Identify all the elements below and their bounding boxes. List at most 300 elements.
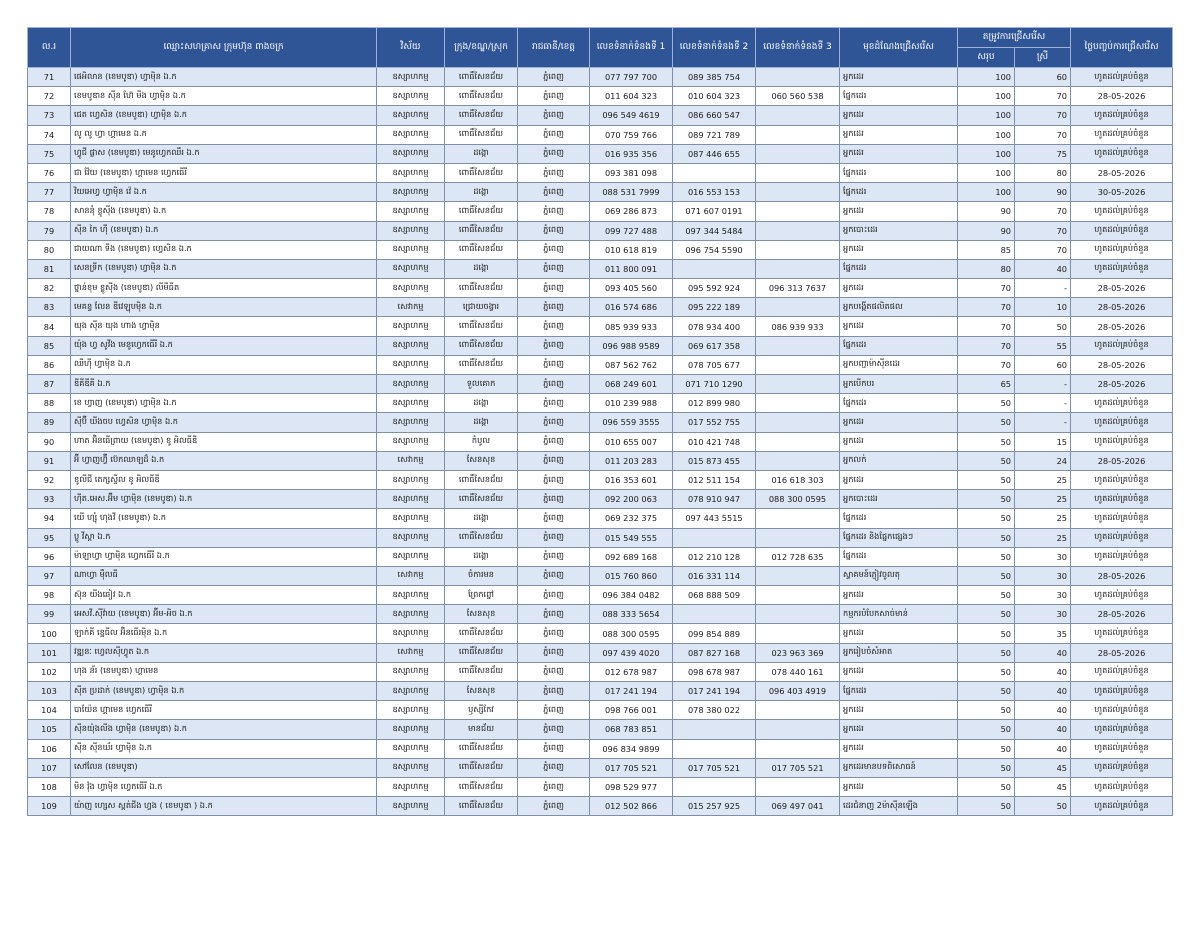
table-row <box>28 259 1173 278</box>
cell-phone-1: 096 384 0482 <box>590 586 673 605</box>
header-female: ស្រី <box>1015 48 1071 68</box>
cell-company: យ៉ាញ ហ្សេស ស្ពត់ជីង ហ្វង ( ខេមបូឌា ) ឯ.ក <box>71 797 377 816</box>
cell-province: ភ្នំពេញ <box>518 355 590 374</box>
cell-total: 100 <box>958 163 1015 182</box>
cell-sector: ឧស្សាហកម្ម <box>377 490 445 509</box>
cell-total: 100 <box>958 125 1015 144</box>
cell-no: 107 <box>28 758 71 777</box>
cell-phone-2: 012 899 980 <box>673 394 756 413</box>
cell-female: 45 <box>1015 777 1071 796</box>
cell-phone-1: 096 549 4619 <box>590 106 673 125</box>
cell-province: ភ្នំពេញ <box>518 125 590 144</box>
cell-deadline: ហូតដល់គ្រប់ចំនួន <box>1071 720 1173 739</box>
table-row <box>28 221 1173 240</box>
cell-female: 50 <box>1015 317 1071 336</box>
cell-female: 40 <box>1015 662 1071 681</box>
cell-phone-2: 017 552 755 <box>673 413 756 432</box>
cell-phone-2: 068 888 509 <box>673 586 756 605</box>
cell-phone-3 <box>756 183 840 202</box>
cell-deadline: 28-05-2026 <box>1071 566 1173 585</box>
cell-phone-3 <box>756 240 840 259</box>
cell-female: 40 <box>1015 739 1071 758</box>
cell-deadline: ហូតដល់គ្រប់ចំនួន <box>1071 144 1173 163</box>
cell-phone-3: 023 963 369 <box>756 643 840 662</box>
cell-no: 87 <box>28 375 71 394</box>
cell-sector: ឧស្សាហកម្ម <box>377 528 445 547</box>
cell-province: ភ្នំពេញ <box>518 317 590 336</box>
cell-female: 15 <box>1015 432 1071 451</box>
cell-no: 78 <box>28 202 71 221</box>
cell-phone-3 <box>756 566 840 585</box>
header-phone-3: លេខទំនាក់ទំនងទី 3 <box>756 28 840 68</box>
cell-phone-2 <box>673 259 756 278</box>
cell-female: 30 <box>1015 566 1071 585</box>
cell-position: អ្នកដេរ <box>840 662 958 681</box>
cell-province: ភ្នំពេញ <box>518 394 590 413</box>
cell-district: សែនសុខ <box>445 451 518 470</box>
cell-deadline: ហូតដល់គ្រប់ចំនួន <box>1071 682 1173 701</box>
cell-company: ស៊ីនយ៉ុងលីង ហ្វាម៉ិន (ខេមបូឌា) ឯ.ក <box>71 720 377 739</box>
cell-phone-1: 016 353 601 <box>590 470 673 489</box>
cell-female: 90 <box>1015 183 1071 202</box>
table-row <box>28 739 1173 758</box>
cell-deadline: 28-05-2026 <box>1071 279 1173 298</box>
cell-sector: ឧស្សាហកម្ម <box>377 394 445 413</box>
cell-company: សេនទ្រីក (ខេមបូឌា) ហ្វាម៉ិន ឯ.ក <box>71 259 377 278</box>
cell-province: ភ្នំពេញ <box>518 720 590 739</box>
header-company: ឈ្មោះសហគ្រាស ក្រុមហ៊ុន ពាងចក្រ <box>71 28 377 68</box>
cell-sector: ឧស្សាហកម្ម <box>377 336 445 355</box>
cell-phone-1: 092 689 168 <box>590 547 673 566</box>
cell-female: 40 <box>1015 720 1071 739</box>
cell-phone-1: 017 705 521 <box>590 758 673 777</box>
cell-phone-1: 093 405 560 <box>590 279 673 298</box>
table-row <box>28 509 1173 528</box>
cell-total: 50 <box>958 566 1015 585</box>
cell-company: វិយអេហ្វ ហ្វាម៉ិន វ៉េ ឯ.ក <box>71 183 377 202</box>
cell-sector: ឧស្សាហកម្ម <box>377 183 445 202</box>
cell-phone-3 <box>756 336 840 355</box>
cell-company: មិន វ៉ុង ហ្វាម៉ិន ហ្វេកធើរី ឯ.ក <box>71 777 377 796</box>
cell-total: 70 <box>958 279 1015 298</box>
cell-phone-2: 017 705 521 <box>673 758 756 777</box>
cell-sector: សេវាកម្ម <box>377 643 445 662</box>
cell-sector: ឧស្សាហកម្ម <box>377 202 445 221</box>
cell-deadline: 28-05-2026 <box>1071 375 1173 394</box>
cell-deadline: 28-05-2026 <box>1071 643 1173 662</box>
cell-total: 50 <box>958 470 1015 489</box>
cell-female: 10 <box>1015 298 1071 317</box>
cell-province: ភ្នំពេញ <box>518 566 590 585</box>
table-row <box>28 777 1173 796</box>
table-row <box>28 202 1173 221</box>
cell-total: 50 <box>958 662 1015 681</box>
cell-phone-3 <box>756 720 840 739</box>
cell-sector: ឧស្សាហកម្ម <box>377 317 445 336</box>
cell-female: 25 <box>1015 490 1071 509</box>
cell-sector: ឧស្សាហកម្ម <box>377 509 445 528</box>
cell-deadline: 28-05-2026 <box>1071 163 1173 182</box>
cell-phone-3 <box>756 509 840 528</box>
cell-position: ផ្នែកដេរ <box>840 336 958 355</box>
cell-phone-1: 077 797 700 <box>590 68 673 87</box>
table-row <box>28 797 1173 816</box>
cell-district: ពោធិ៍សែនជ័យ <box>445 758 518 777</box>
cell-phone-3: 016 618 303 <box>756 470 840 489</box>
cell-no: 97 <box>28 566 71 585</box>
cell-phone-2: 095 222 189 <box>673 298 756 317</box>
cell-deadline: ហូតដល់គ្រប់ចំនួន <box>1071 777 1173 796</box>
cell-phone-2: 086 660 547 <box>673 106 756 125</box>
cell-district: ដង្កោ <box>445 183 518 202</box>
cell-district: ពោធិ៍សែនជ័យ <box>445 87 518 106</box>
header-phone-1: លេខទំនាក់ទំនងទី 1 <box>590 28 673 68</box>
cell-phone-2: 078 910 947 <box>673 490 756 509</box>
cell-sector: ឧស្សាហកម្ម <box>377 739 445 758</box>
cell-total: 100 <box>958 87 1015 106</box>
cell-phone-1: 068 783 851 <box>590 720 673 739</box>
cell-sector: ឧស្សាហកម្ម <box>377 720 445 739</box>
cell-total: 50 <box>958 528 1015 547</box>
cell-province: ភ្នំពេញ <box>518 106 590 125</box>
cell-position: អ្នកដេរ <box>840 432 958 451</box>
cell-female: 25 <box>1015 528 1071 547</box>
cell-total: 50 <box>958 720 1015 739</box>
table-row <box>28 144 1173 163</box>
cell-phone-3 <box>756 586 840 605</box>
cell-deadline: ហូតដល់គ្រប់ចំនួន <box>1071 509 1173 528</box>
cell-district: ពោធិ៍សែនជ័យ <box>445 240 518 259</box>
cell-phone-2: 087 827 168 <box>673 643 756 662</box>
cell-phone-2: 098 678 987 <box>673 662 756 681</box>
cell-phone-3 <box>756 777 840 796</box>
cell-female: 50 <box>1015 797 1071 816</box>
cell-position: អ្នកដេរ <box>840 125 958 144</box>
cell-no: 75 <box>28 144 71 163</box>
cell-female: 55 <box>1015 336 1071 355</box>
cell-deadline: ហូតដល់គ្រប់ចំនួន <box>1071 547 1173 566</box>
cell-phone-1: 088 531 7999 <box>590 183 673 202</box>
cell-company: ហុង ន័រ (ខេមបូឌា) ហ្គាមេន <box>71 662 377 681</box>
cell-deadline: ហូតដល់គ្រប់ចំនួន <box>1071 758 1173 777</box>
cell-province: ភ្នំពេញ <box>518 701 590 720</box>
cell-phone-1: 099 727 488 <box>590 221 673 240</box>
cell-province: ភ្នំពេញ <box>518 68 590 87</box>
cell-sector: ឧស្សាហកម្ម <box>377 259 445 278</box>
cell-company: ឌីគីឌីគី ឯ.ក <box>71 375 377 394</box>
job-vacancy-table <box>27 27 1173 816</box>
cell-position: ផ្នែកដេរ <box>840 259 958 278</box>
cell-sector: ឧស្សាហកម្ម <box>377 701 445 720</box>
table-row <box>28 490 1173 509</box>
cell-phone-1: 016 935 356 <box>590 144 673 163</box>
cell-phone-3 <box>756 202 840 221</box>
table-row <box>28 163 1173 182</box>
cell-district: ពោធិ៍សែនជ័យ <box>445 528 518 547</box>
cell-company: ថ្នាន់ខុម ខ្លូស៊ីង (ខេមបូឌា) លីមីធីត <box>71 279 377 298</box>
table-row <box>28 624 1173 643</box>
cell-province: ភ្នំពេញ <box>518 605 590 624</box>
cell-deadline: ហូតដល់គ្រប់ចំនួន <box>1071 624 1173 643</box>
cell-no: 76 <box>28 163 71 182</box>
cell-district: ចំការមន <box>445 566 518 585</box>
cell-total: 70 <box>958 298 1015 317</box>
cell-sector: ឧស្សាហកម្ម <box>377 605 445 624</box>
cell-phone-1: 012 678 987 <box>590 662 673 681</box>
cell-province: ភ្នំពេញ <box>518 240 590 259</box>
cell-district: ពោធិ៍សែនជ័យ <box>445 317 518 336</box>
cell-phone-3 <box>756 451 840 470</box>
cell-district: ពោធិ៍សែនជ័យ <box>445 777 518 796</box>
cell-position: ផ្នែកដេរ <box>840 183 958 202</box>
cell-sector: ឧស្សាហកម្ម <box>377 221 445 240</box>
cell-district: ពោធិ៍សែនជ័យ <box>445 355 518 374</box>
cell-district: ពោធិ៍សែនជ័យ <box>445 202 518 221</box>
cell-no: 83 <box>28 298 71 317</box>
cell-company: ប្លូ វីស្តា ឯ.ក <box>71 528 377 547</box>
cell-company: ហ្វូជី ផ្លាស (ខេមបូឌា) មេនូហ្វេកឈឺរ ឯ.ក <box>71 144 377 163</box>
cell-female: 25 <box>1015 509 1071 528</box>
table-row <box>28 375 1173 394</box>
table-row <box>28 87 1173 106</box>
cell-total: 90 <box>958 202 1015 221</box>
cell-phone-3 <box>756 259 840 278</box>
cell-company: ម៉ាឡាហ្វា ហ្វាម៉ិន ហ្វេកធើរី ឯ.ក <box>71 547 377 566</box>
cell-phone-3 <box>756 739 840 758</box>
cell-company: ជាយណា ទីង (ខេមបូឌា) ហ្វេសិន ឯ.ក <box>71 240 377 259</box>
cell-province: ភ្នំពេញ <box>518 413 590 432</box>
cell-position: អ្នកដេរ <box>840 317 958 336</box>
table-row <box>28 451 1173 470</box>
cell-district: ពោធិ៍សែនជ័យ <box>445 336 518 355</box>
cell-phone-2: 096 754 5590 <box>673 240 756 259</box>
cell-position: ផ្នែកដេរ <box>840 87 958 106</box>
cell-phone-2: 078 380 022 <box>673 701 756 720</box>
table-row <box>28 586 1173 605</box>
cell-position: អ្នកដេរ <box>840 202 958 221</box>
cell-phone-2: 010 604 323 <box>673 87 756 106</box>
cell-female: 70 <box>1015 106 1071 125</box>
cell-total: 50 <box>958 797 1015 816</box>
cell-position: អ្នកដេរ <box>840 720 958 739</box>
cell-province: ភ្នំពេញ <box>518 682 590 701</box>
cell-phone-3: 069 497 041 <box>756 797 840 816</box>
cell-district: ពោធិ៍សែនជ័យ <box>445 490 518 509</box>
cell-district: ដង្កោ <box>445 394 518 413</box>
cell-female: - <box>1015 394 1071 413</box>
cell-phone-3: 096 313 7637 <box>756 279 840 298</box>
table-row <box>28 528 1173 547</box>
cell-sector: ឧស្សាហកម្ម <box>377 432 445 451</box>
table-row <box>28 240 1173 259</box>
cell-company: យ៉ុង ហ្វ សូវីង មេនូហ្វេកធើរី ឯ.ក <box>71 336 377 355</box>
cell-female: 80 <box>1015 163 1071 182</box>
cell-sector: ឧស្សាហកម្ម <box>377 662 445 681</box>
cell-total: 50 <box>958 451 1015 470</box>
cell-deadline: ហូតដល់គ្រប់ចំនួន <box>1071 432 1173 451</box>
cell-district: ពោធិ៍សែនជ័យ <box>445 739 518 758</box>
cell-company: ខេមបូឌាន ស៊ីន ហ៊ែ មីង ហ្វាម៉ិន ឯ.ក <box>71 87 377 106</box>
cell-position: ផ្នែកដេរ <box>840 163 958 182</box>
cell-phone-2: 010 421 748 <box>673 432 756 451</box>
cell-province: ភ្នំពេញ <box>518 490 590 509</box>
cell-company: ខេ ហ្វាញ (ខេមបូឌា) ហ្វាម៉ិន ឯ.ក <box>71 394 377 413</box>
cell-phone-2 <box>673 739 756 758</box>
cell-company: ជេត ហ្វេសិន (ខេមបូឌា) ហ្វាម៉ិន ឯ.ក <box>71 106 377 125</box>
table-row <box>28 701 1173 720</box>
cell-company: មេគន្ធ លែន ឌីវេឡុបម៉ិន ឯ.ក <box>71 298 377 317</box>
cell-total: 50 <box>958 682 1015 701</box>
cell-total: 50 <box>958 394 1015 413</box>
cell-phone-3 <box>756 144 840 163</box>
cell-total: 100 <box>958 68 1015 87</box>
cell-company: សៅលែន (ខេមបូឌា) <box>71 758 377 777</box>
cell-no: 88 <box>28 394 71 413</box>
cell-total: 70 <box>958 355 1015 374</box>
cell-phone-1: 093 381 098 <box>590 163 673 182</box>
table-row <box>28 298 1173 317</box>
cell-deadline: 28-05-2026 <box>1071 355 1173 374</box>
cell-phone-3 <box>756 125 840 144</box>
cell-deadline: ហូតដល់គ្រប់ចំនួន <box>1071 221 1173 240</box>
cell-total: 80 <box>958 259 1015 278</box>
cell-no: 79 <box>28 221 71 240</box>
cell-female: 60 <box>1015 68 1071 87</box>
cell-company: បាយ៉ែន ហ្គាមេន ហ្វេកធើរី <box>71 701 377 720</box>
cell-position: អ្នកបញ្ជាម៉ាស៊ីនដេរ <box>840 355 958 374</box>
cell-phone-1: 011 203 283 <box>590 451 673 470</box>
cell-no: 72 <box>28 87 71 106</box>
cell-phone-1: 097 439 4020 <box>590 643 673 662</box>
cell-phone-3 <box>756 624 840 643</box>
cell-sector: ឧស្សាហកម្ម <box>377 586 445 605</box>
cell-phone-3 <box>756 605 840 624</box>
cell-district: ដង្កោ <box>445 144 518 163</box>
cell-phone-2: 016 331 114 <box>673 566 756 585</box>
cell-deadline: ហូតដល់គ្រប់ចំនួន <box>1071 202 1173 221</box>
cell-female: 24 <box>1015 451 1071 470</box>
cell-position: អ្នកដេរ <box>840 68 958 87</box>
cell-district: ជ្រោយចង្វារ <box>445 298 518 317</box>
cell-no: 96 <box>28 547 71 566</box>
cell-company: ជា វ៉ែយ (ខេមបូឌា) ហ្គាមេន ហ្វេកធើរី <box>71 163 377 182</box>
table-row <box>28 470 1173 489</box>
table-body <box>28 68 1173 816</box>
cell-phone-1: 096 834 9899 <box>590 739 673 758</box>
cell-province: ភ្នំពេញ <box>518 298 590 317</box>
table-row <box>28 605 1173 624</box>
cell-female: 75 <box>1015 144 1071 163</box>
cell-district: កំបូល <box>445 432 518 451</box>
cell-sector: ឧស្សាហកម្ម <box>377 413 445 432</box>
cell-province: ភ្នំពេញ <box>518 221 590 240</box>
cell-position: អ្នកដេរ <box>840 777 958 796</box>
cell-phone-1: 098 529 977 <box>590 777 673 796</box>
cell-phone-3 <box>756 68 840 87</box>
cell-province: ភ្នំពេញ <box>518 797 590 816</box>
cell-female: - <box>1015 375 1071 394</box>
cell-phone-1: 069 232 375 <box>590 509 673 528</box>
cell-company: ស៊ីន កៃ ហ៊ី (ខេមបូឌា) ឯ.ក <box>71 221 377 240</box>
cell-sector: ឧស្សាហកម្ម <box>377 682 445 701</box>
cell-female: 60 <box>1015 355 1071 374</box>
cell-position: កម្មករបំបែកសាច់មាន់ <box>840 605 958 624</box>
cell-total: 70 <box>958 317 1015 336</box>
cell-no: 95 <box>28 528 71 547</box>
cell-no: 99 <box>28 605 71 624</box>
cell-phone-1: 012 502 866 <box>590 797 673 816</box>
cell-no: 80 <box>28 240 71 259</box>
cell-company: ឡាក់គី ខ្នេធីល អ៊ិនធើរម៉ិន ឯ.ក <box>71 624 377 643</box>
cell-phone-2: 095 592 924 <box>673 279 756 298</box>
cell-phone-2 <box>673 605 756 624</box>
cell-district: ដង្កោ <box>445 547 518 566</box>
cell-phone-1: 088 333 5654 <box>590 605 673 624</box>
cell-phone-2: 078 705 677 <box>673 355 756 374</box>
cell-deadline: ហូតដល់គ្រប់ចំនួន <box>1071 336 1173 355</box>
cell-deadline: ហូតដល់គ្រប់ចំនួន <box>1071 490 1173 509</box>
cell-phone-1: 017 241 194 <box>590 682 673 701</box>
cell-deadline: ហូតដល់គ្រប់ចំនួន <box>1071 739 1173 758</box>
cell-province: ភ្នំពេញ <box>518 643 590 662</box>
cell-province: ភ្នំពេញ <box>518 163 590 182</box>
cell-sector: ឧស្សាហកម្ម <box>377 355 445 374</box>
cell-sector: ឧស្សាហកម្ម <box>377 87 445 106</box>
cell-deadline: 30-05-2026 <box>1071 183 1173 202</box>
cell-company: លូ លូ ហ្វា ហ្គាមេន ឯ.ក <box>71 125 377 144</box>
cell-sector: ឧស្សាហកម្ម <box>377 125 445 144</box>
cell-phone-1: 016 574 686 <box>590 298 673 317</box>
header-no: ល.រ <box>28 28 71 68</box>
cell-district: ដង្កោ <box>445 509 518 528</box>
cell-phone-2: 015 257 925 <box>673 797 756 816</box>
cell-phone-2: 071 710 1290 <box>673 375 756 394</box>
cell-phone-3: 086 939 933 <box>756 317 840 336</box>
cell-position: ដេរជំនាញ 2ម៉ាស៊ីនឡើង <box>840 797 958 816</box>
cell-total: 50 <box>958 605 1015 624</box>
cell-province: ភ្នំពេញ <box>518 739 590 758</box>
cell-sector: ឧស្សាហកម្ម <box>377 106 445 125</box>
cell-deadline: 28-05-2026 <box>1071 605 1173 624</box>
cell-phone-1: 068 249 601 <box>590 375 673 394</box>
cell-phone-2: 012 210 128 <box>673 547 756 566</box>
cell-phone-3: 017 705 521 <box>756 758 840 777</box>
cell-no: 73 <box>28 106 71 125</box>
cell-no: 98 <box>28 586 71 605</box>
cell-total: 50 <box>958 490 1015 509</box>
cell-deadline: ហូតដល់គ្រប់ចំនួន <box>1071 662 1173 681</box>
cell-phone-1: 015 549 555 <box>590 528 673 547</box>
cell-phone-1: 092 200 063 <box>590 490 673 509</box>
cell-phone-1: 070 759 766 <box>590 125 673 144</box>
cell-district: ដង្កោ <box>445 259 518 278</box>
cell-no: 92 <box>28 470 71 489</box>
table-row <box>28 566 1173 585</box>
cell-deadline: 28-05-2026 <box>1071 451 1173 470</box>
cell-female: 35 <box>1015 624 1071 643</box>
cell-phone-1: 087 562 762 <box>590 355 673 374</box>
cell-no: 91 <box>28 451 71 470</box>
cell-province: ភ្នំពេញ <box>518 375 590 394</box>
cell-phone-1: 010 239 988 <box>590 394 673 413</box>
cell-district: ពោធិ៍សែនជ័យ <box>445 125 518 144</box>
cell-company: យើ ហ្សុំ ហុងវី (ខេមបូឌា) ឯ.ក <box>71 509 377 528</box>
cell-no: 90 <box>28 432 71 451</box>
cell-province: ភ្នំពេញ <box>518 509 590 528</box>
cell-total: 50 <box>958 739 1015 758</box>
cell-company: ស៊ីន ស៊ីនឃ័រ ហ្វាម៉ិន ឯ.ក <box>71 739 377 758</box>
cell-phone-1: 069 286 873 <box>590 202 673 221</box>
